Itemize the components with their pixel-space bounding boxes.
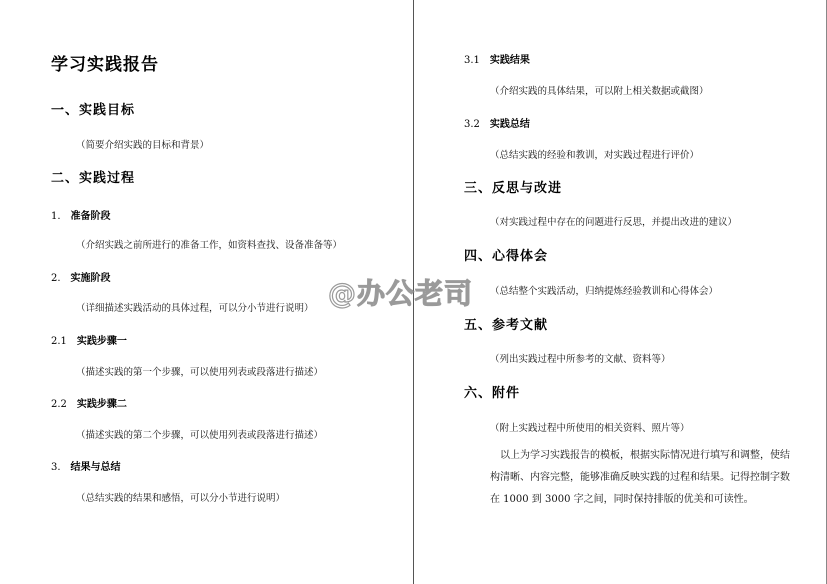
section-3-heading: 三、反思与改进 <box>464 181 563 196</box>
subsection-3-note: （总结实践的结果和感悟，可以分小节进行说明） <box>76 493 286 504</box>
subsection-2-note: （详细描述实践活动的具体过程，可以分小节进行说明） <box>76 303 314 314</box>
subsection-number: 3.2 <box>464 119 480 130</box>
report-title: 学习实践报告 <box>51 55 159 75</box>
subsection-1-note: （介绍实践之前所进行的准备工作，如资料查找、设备准备等） <box>76 240 343 251</box>
subsection-title: 结果与总结 <box>70 462 121 473</box>
subsection-title: 实践结果 <box>489 55 530 66</box>
subsection-3-heading <box>51 458 121 473</box>
section-4-heading: 四、心得体会 <box>464 249 549 264</box>
subsection-number: 1. <box>51 211 61 222</box>
section-1-heading: 一、实践目标 <box>51 103 136 118</box>
right-page <box>414 0 827 584</box>
subsection-number: 3. <box>51 462 61 473</box>
section-1-note: （简要介绍实践的目标和背景） <box>76 140 210 151</box>
subsection-number: 3.1 <box>464 55 480 66</box>
subsection-3-1-note: （介绍实践的具体结果，可以附上相关数据或截图） <box>490 86 709 97</box>
subsection-title: 实践总结 <box>489 119 530 130</box>
subsection-3-2-note: （总结实践的经验和教训，对实践过程进行评价） <box>490 150 700 161</box>
section-6-note: （附上实践过程中所使用的相关资料、照片等） <box>490 423 690 434</box>
subsection-title: 实践步骤二 <box>76 399 127 410</box>
subsection-2-2-note: （描述实践的第二个步骤，可以使用列表或段落进行描述） <box>76 430 324 441</box>
watermark-text: @办公老司 <box>328 277 474 310</box>
section-2-heading: 二、实践过程 <box>51 171 136 186</box>
section-6-heading: 六、附件 <box>464 386 521 401</box>
subsection-3-1-heading <box>464 51 530 66</box>
section-5-note: （列出实践过程中所参考的文献、资料等） <box>490 354 671 365</box>
subsection-number: 2.1 <box>51 336 67 347</box>
section-3-note: （对实践过程中存在的问题进行反思，并提出改进的建议） <box>490 217 738 228</box>
subsection-2-heading <box>51 269 111 284</box>
section-4-note: （总结整个实践活动，归纳提炼经验教训和心得体会） <box>490 286 719 297</box>
subsection-title: 实践步骤一 <box>76 336 127 347</box>
subsection-2-1-heading <box>51 332 127 347</box>
closing-paragraph: 以上为学习实践报告的模板，根据实际情况进行填写和调整，使结构清晰、内容完整，能够准确反映实践的过程和结果。记得控制字数在 1000 到 3000 字之间，同时保持排版的优美和可读性。 <box>490 450 790 505</box>
subsection-number: 2. <box>51 273 61 284</box>
section-5-heading: 五、参考文献 <box>464 318 549 333</box>
subsection-title: 实施阶段 <box>70 273 111 284</box>
subsection-2-2-heading <box>51 395 127 410</box>
subsection-title: 准备阶段 <box>70 211 111 222</box>
subsection-3-2-heading <box>464 115 530 130</box>
subsection-1-heading <box>51 207 111 222</box>
subsection-number: 2.2 <box>51 399 67 410</box>
subsection-2-1-note: （描述实践的第一个步骤，可以使用列表或段落进行描述） <box>76 367 324 378</box>
